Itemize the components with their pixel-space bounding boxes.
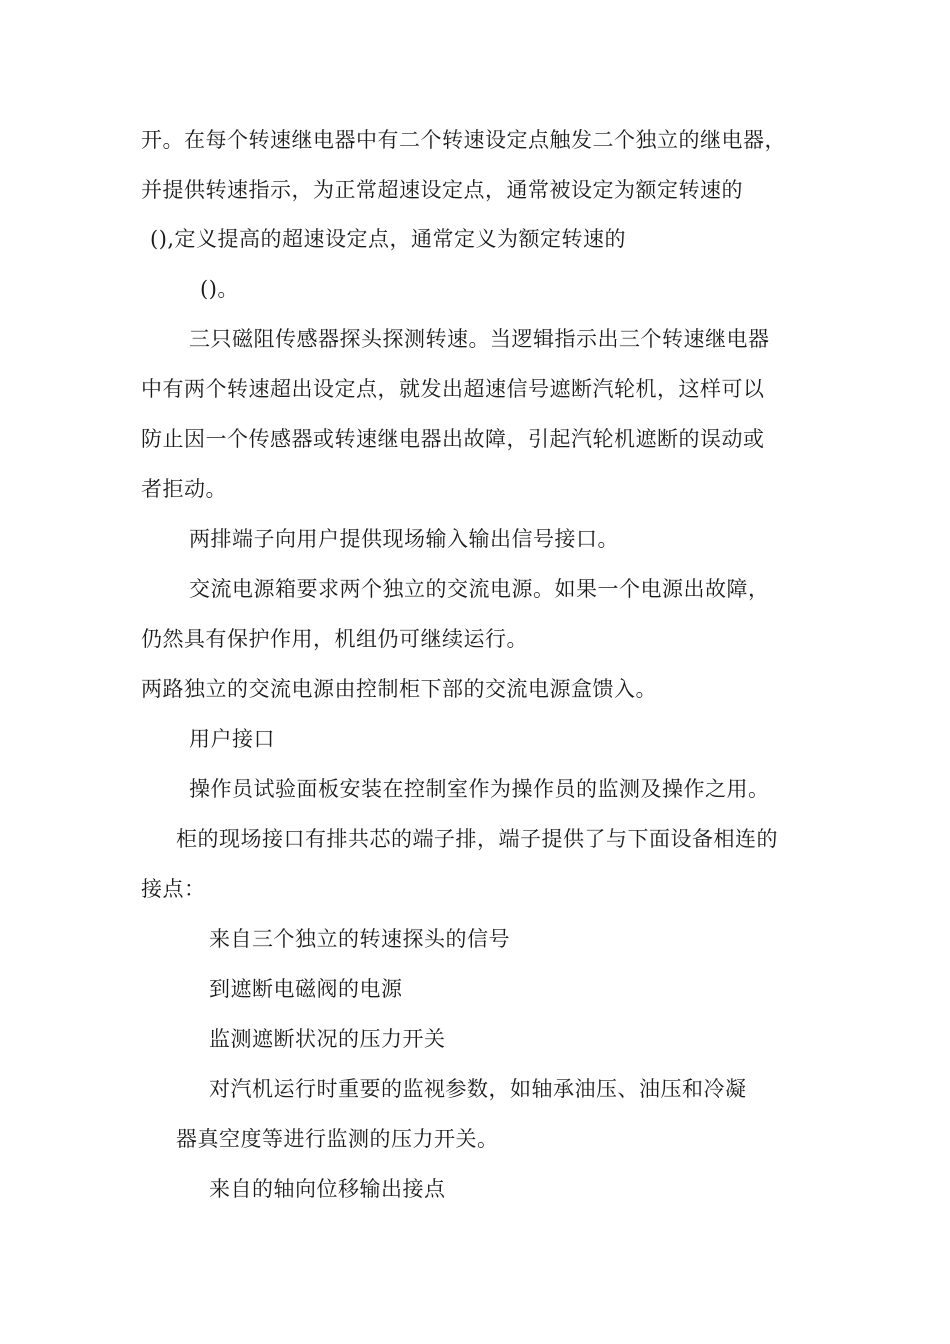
list-item: 监测遮断状况的压力开关 bbox=[209, 1027, 446, 1051]
list-item: 对汽机运行时重要的监视参数，如轴承油压、油压和冷凝 bbox=[209, 1077, 747, 1101]
text-line: 三只磁阻传感器探头探测转速。当逻辑指示出三个转速继电器 bbox=[189, 327, 770, 351]
text-line: 两排端子向用户提供现场输入输出信号接口。 bbox=[189, 527, 619, 551]
section-heading: 用户接口 bbox=[189, 727, 275, 751]
text-line: 两路独立的交流电源由控制柜下部的交流电源盒馈入。 bbox=[141, 677, 657, 701]
text-line: 柜的现场接口有排共芯的端子排，端子提供了与下面设备相连的 bbox=[176, 827, 778, 851]
text-line: 防止因一个传感器或转速继电器出故障，引起汽轮机遮断的误动或 bbox=[141, 427, 765, 451]
list-item: 到遮断电磁阀的电源 bbox=[209, 977, 403, 1001]
list-item: 来自三个独立的转速探头的信号 bbox=[209, 927, 510, 951]
list-item-continuation: 器真空度等进行监测的压力开关。 bbox=[176, 1127, 499, 1151]
text-line: (),定义提高的超速设定点，通常定义为额定转速的 bbox=[150, 227, 627, 251]
text-line: 并提供转速指示，为正常超速设定点，通常被设定为额定转速的 bbox=[141, 178, 743, 202]
text-line: 接点： bbox=[141, 877, 206, 901]
text-line: 仍然具有保护作用，机组仍可继续运行。 bbox=[141, 627, 528, 651]
text-line: 者拒动。 bbox=[141, 477, 227, 501]
text-line: 开。在每个转速继电器中有二个转速设定点触发二个独立的继电器， bbox=[141, 128, 786, 152]
text-line: ()。 bbox=[200, 277, 239, 301]
text-line: 交流电源箱要求两个独立的交流电源。如果一个电源出故障， bbox=[189, 577, 770, 601]
text-line: 中有两个转速超出设定点，就发出超速信号遮断汽轮机，这样可以 bbox=[141, 377, 765, 401]
list-item: 来自的轴向位移输出接点 bbox=[209, 1177, 446, 1201]
text-line: 操作员试验面板安装在控制室作为操作员的监测及操作之用。 bbox=[189, 777, 770, 801]
